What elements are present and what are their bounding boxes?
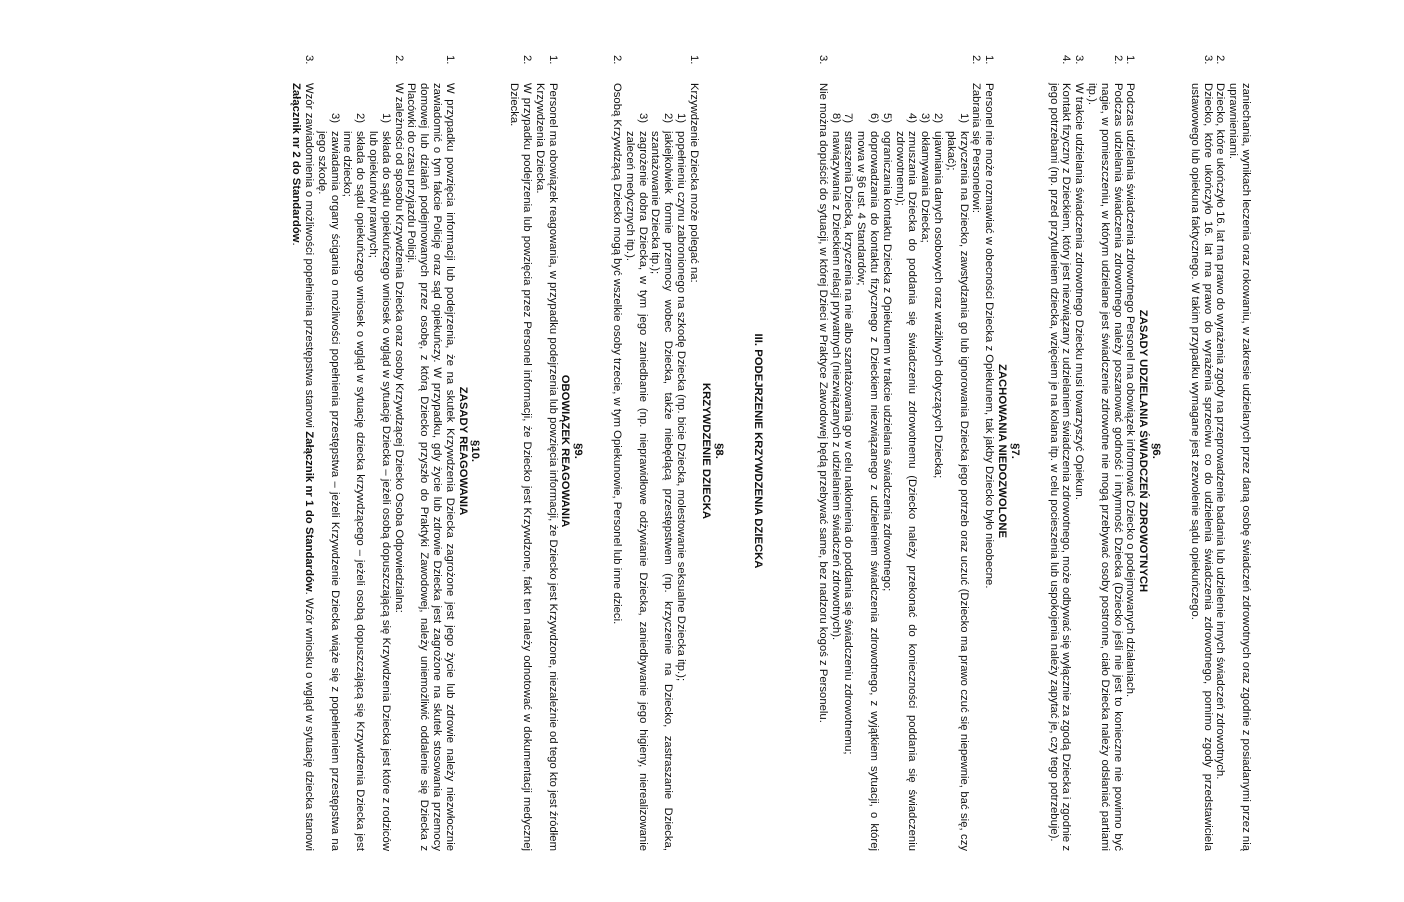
sub-item-number: 2): [662, 112, 675, 123]
continuation-block: [1188, 51, 1252, 851]
sub-list-item: [341, 51, 367, 851]
section-title: KRZYWDZENIE DZIECKA: [700, 382, 713, 520]
sub-item-number: 3): [328, 112, 341, 123]
sub-list-item: [674, 51, 687, 851]
item-number: 1.: [687, 55, 700, 65]
sub-item-text: straszenia Dziecka, krzyczenia na nie albo szantażowania go w celu nakłonienia do poddania się świadczeniu zdrowotnemu;: [842, 131, 855, 755]
sub-item-text: ograniczania kontaktu Dziecka z Opiekunem w trakcie udzielania świadczenia zdrowotnego;: [880, 131, 893, 592]
sub-list-item: [854, 51, 880, 851]
item-number: 2.: [1111, 55, 1124, 65]
list-item: [1226, 51, 1252, 851]
sub-item-number: 1): [379, 112, 392, 123]
section-title: ZASADY UDZIELANIA ŚWIADCZEŃ ZDROWOTNYCH: [1137, 309, 1150, 593]
item-number: 2.: [610, 55, 623, 65]
sub-item-text: składa do sądu opiekuńczego wniosek o wgląd w sytuację dziecka krzywdzącego – jeżeli osobą dopuszczającą się Krzywdzenia Dziecka jest inne dziecko;: [341, 131, 367, 851]
item-number: 3.: [1201, 55, 1214, 65]
list-item: [405, 51, 456, 851]
sub-list-item: [944, 51, 970, 851]
section-title: OBOWIĄZEK REAGOWANIA: [559, 374, 572, 528]
list-item: [1188, 51, 1214, 851]
item-text: W przypadku podejrzenia lub powzięcia przez Personel informacji, że Dziecko jest Krzywdzone, fakt ten należy odnotować w dokumentacji medycznej Dziecka.: [508, 83, 533, 851]
item-number: 1.: [1124, 55, 1137, 65]
sub-item-text: zawiadamia organy ścigania o możliwości popełnienia przestępstwa – jeżeli Krzywdzenie Dziecka wiąże się z popełnieniem przestępstwa na jego szkodę.: [315, 131, 341, 851]
item-text: Personel ma obowiązek reagowania, w przypadku podejrzenia lub powzięcia informacji, że Dziecko jest Krzywdzone, niezależnie od tego kto jest źródłem Krzywdzenia Dziecka.: [533, 83, 559, 851]
item-text: Osobą Krzywdzącą Dziecko mogą być wszelkie osoby trzecie, w tym Opiekunowie, Personel lub inne dzieci.: [610, 83, 623, 625]
item-number: 2.: [1214, 55, 1227, 65]
item-text: Dziecko, które ukończyło 16. lat ma prawo do wyrażenia sprzeciwu co do udzielenia świadczenia zdrowotnego, pomimo zgody przedstawiciela ustawowego lub opiekuna faktycznego. W takim przypadku wymagane jest zezwolenie sądu opiekuńczego.: [1188, 83, 1214, 851]
sub-item-number: 8): [829, 112, 842, 123]
sub-item-text: zagrożenie dobra Dziecka, w tym jego zaniedbanie (np. nieprawidłowe odżywianie Dziecka, zaniedbywanie jego higieny, nierealizowanie zaleceń medycznych itp.).: [623, 131, 649, 851]
sub-item-number: 3): [919, 112, 932, 123]
item-text: Zabrania się Personelowi:: [970, 83, 983, 213]
text-run: . Wzór wniosku o wgląd w sytuację dziecka stanowi: [302, 591, 315, 851]
item-number: 4.: [1060, 55, 1073, 65]
sub-list-item: [918, 51, 931, 851]
sub-list-item: [842, 51, 855, 851]
sub-item-number: 1): [674, 112, 687, 123]
sub-item-number: 6): [868, 112, 881, 123]
rotated-document-page: [52, 11, 1352, 891]
list-item: [610, 51, 623, 851]
sub-item-text: krzyczenia na Dziecko, zawstydzania go lub ignorowania Dziecka jego potrzeb oraz uczuć (Dziecko ma prawo czuć się niepewnie, bać się, czy płakać);: [944, 131, 970, 851]
item-text: [289, 83, 315, 851]
attachment-1-reference: Załącznik nr 1 do Standardów: [302, 431, 315, 592]
list-item: [1047, 51, 1073, 851]
list-item: [533, 51, 559, 851]
section-number: §9.: [572, 443, 585, 459]
item-text: W trakcie udzielania świadczenia zdrowotnego Dziecku musi towarzyszyć Opiekun.: [1073, 83, 1086, 500]
list-item: [982, 51, 995, 851]
text-run: Wzór zawiadomienia o możliwości popełnienia przestępstwa stanowi: [302, 83, 315, 432]
item-text: W przypadku powzięcia informacji lub podejrzenia, że na skutek Krzywdzenia Dziecka zagrożone jest jego życie lub zdrowie należy niezwłocznie zawiadomić o tym fakcie Policję oraz sąd opiekuńczy. W przypadku, gdy życie lub zdrowie Dziecka jest zagrożone na skutek stosowania przemocy domowej lub działań podejmowanych przez osobę, z którą Dziecko przyszło do Praktyki Zawodowej, należy uniemożliwić oddalenie się Dziecka z Placówki do czasu przyjazdu Policji.: [405, 83, 456, 851]
section-title: ZACHOWANIA NIEDOZWOLONE: [996, 363, 1009, 539]
item-text: Nie można dopuścić do sytuacji, w której Dzieci w Praktyce Zawodowej będą przebywać same, bez nadzoru kogoś z Personelu.: [816, 83, 829, 723]
sub-item-text: zmuszania Dziecka do poddania się świadczeniu zdrowotnemu (Dziecko należy przekonać do konieczności poddania się świadczeniu zdrowotnemu);: [893, 131, 919, 851]
item-number: 1.: [443, 55, 456, 65]
list-item: [1085, 51, 1123, 851]
sub-item-number: 5): [880, 112, 893, 123]
item-text: Podczas udzielania świadczenia zdrowotnego Personel ma obowiązek informować Dziecko o podejmowanych działaniach.: [1124, 83, 1137, 698]
item-text: Dziecko, które ukończyło 16. lat ma prawo do wyrażenia zgody na przeprowadzenie badania lub udzielenie innych świadczeń zdrowotnych.: [1214, 83, 1227, 780]
list-item: [1214, 51, 1227, 851]
sub-item-text: doprowadzania do kontaktu fizycznego z Dzieckiem niezwiązanego z udzieleniem świadczenia zdrowotnego, z wyjątkiem sytuacji, o której mowa w §6 ust. 4 Standardów;: [855, 131, 881, 851]
item-text: Podczas udzielania świadczenia zdrowotnego należy poszanować godność i intymność Dziecka (Dziecko jeśli nie jest to konieczne nie powinno być nagie, w pomieszczeniu, w którym udzielane jest świadczenie zdrowotne nie mogą przebywać osoby postronne, ciało Dziecka należy odsłaniać partiami itp.).: [1086, 83, 1124, 851]
attachment-2-reference: Załącznik nr 2 do Standardów: [290, 83, 303, 243]
sub-item-text: jakiejkolwiek formie przemocy wobec Dziecka, także niebędącą przestępstwem (np. krzyczenie na Dziecko, zastraszanie Dziecka, szantażowanie Dziecka itp.);: [649, 131, 675, 851]
section-number: §6.: [1150, 443, 1163, 459]
item-number: 2.: [392, 55, 405, 65]
sub-item-number: 3): [636, 112, 649, 123]
sub-item-text: popełnieniu czynu zabronionego na szkodę Dziecka (np. bicie Dziecka, molestowanie seksualne Dziecka itp.);: [674, 131, 687, 682]
sub-list-item: [880, 51, 893, 851]
sub-item-text: okłamywania Dziecka;: [919, 131, 932, 243]
sub-item-text: składa do sądu opiekuńczego wniosek o wgląd w sytuację Dziecka – jeżeli osobą dopuszczającą się Krzywdzenia Dziecka jest które z rodziców lub opiekunów prawnych;: [366, 131, 392, 851]
item-number: 1.: [983, 55, 996, 65]
text-run: .: [290, 242, 303, 246]
sub-item-text: nawiązywania z Dzieckiem relacji prywatnych (niezwiązanych z udzielaniem świadczeń zdrowotnych).: [829, 131, 842, 641]
item-number: 2.: [970, 55, 983, 65]
item-text: Krzywdzenie Dziecka może polegać na:: [687, 83, 700, 283]
sub-list-item: [315, 51, 341, 851]
sub-list-item: [649, 51, 675, 851]
sub-item-number: 7): [842, 112, 855, 123]
list-item: [289, 51, 315, 851]
item-number: 2.: [520, 55, 533, 65]
sub-item-text: ujawniania danych osobowych oraz wrażliwych dotyczących Dziecka;: [932, 131, 945, 479]
list-item: [970, 51, 983, 851]
item-number: [1226, 51, 1252, 83]
item-text: W zależności od sposobu Krzywdzenia Dziecka oraz osoby Krzywdzącej Dziecko Osoba Odpowiedzialna:: [392, 83, 405, 613]
section-title: ZASADY REAGOWANIA: [456, 386, 469, 516]
sub-item-number: 2): [354, 112, 367, 123]
item-number: 1.: [546, 55, 559, 65]
list-item: [1072, 51, 1085, 851]
chapter-title: III. PODEJRZENIE KRZYWDZENIA DZIECKA: [752, 333, 765, 569]
sub-list-item: [829, 51, 842, 851]
section-number: §10.: [469, 440, 482, 462]
sub-item-number: 4): [906, 112, 919, 123]
item-text: zaniechania, wynikach leczenia oraz rokowaniu, w zakresie udzielanych przez daną osobę świadczeń zdrowotnych oraz zgodnie z posiadanymi przez nią uprawnieniami.: [1227, 83, 1252, 851]
item-number: 3.: [302, 55, 315, 65]
list-item: [687, 51, 700, 851]
item-number: 3.: [1073, 55, 1086, 65]
list-item: [816, 51, 829, 851]
section-number: §7.: [1008, 443, 1021, 459]
list-item: [392, 51, 405, 851]
list-item: [1124, 51, 1137, 851]
section-number: §8.: [713, 443, 726, 459]
sub-list-item: [931, 51, 944, 851]
sub-item-number: 1): [957, 112, 970, 123]
list-item: [507, 51, 533, 851]
sub-list-item: [623, 51, 649, 851]
sub-list-item: [893, 51, 919, 851]
sub-item-number: 2): [932, 112, 945, 123]
item-text: Kontakt fizyczny z Dzieckiem, który jest niezwiązany z udzielaniem świadczenia zdrowotnego, może odbywać się wyłącznie za zgodą Dziecka i zgodnie z jego potrzebami (np. przed przytuleniem dziecka, wzięciem je na kolana itp. w celu pocieszenia lub uspokojenia należy zapytać je, czy tego potrzebuje).: [1047, 83, 1073, 851]
item-number: 3.: [816, 55, 829, 65]
sub-list-item: [366, 51, 392, 851]
item-text: Personel nie może rozmawiać w obecności Dziecka z Opiekunem, tak jakby Dziecko było nieobecne.: [983, 83, 996, 589]
